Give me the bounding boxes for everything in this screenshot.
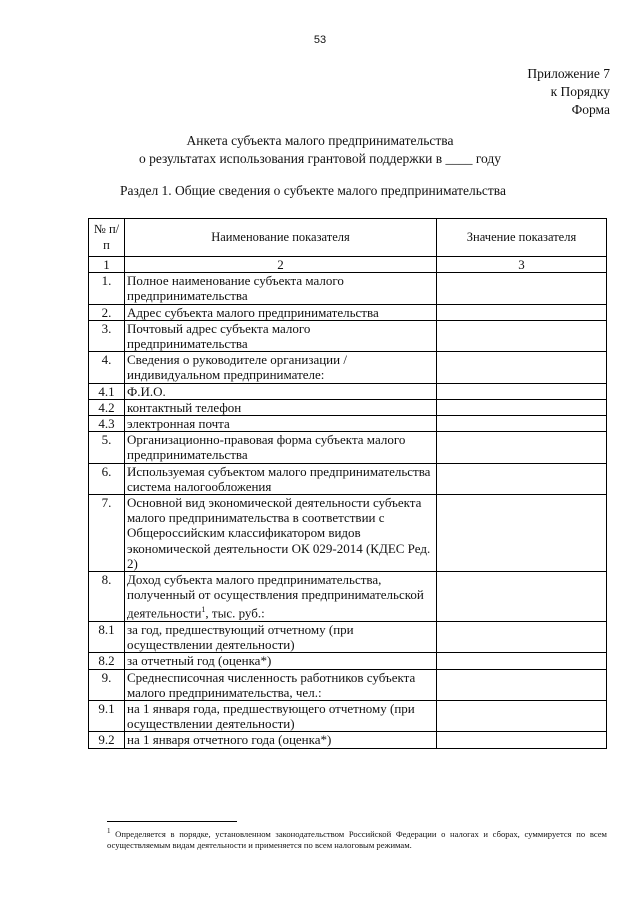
row-indicator-name: на 1 января отчетного года (оценка*) (125, 732, 437, 748)
row-number: 2. (89, 304, 125, 320)
row-indicator-name: Среднесписочная численность работников субъекта малого предпринимательства, чел.: (125, 669, 437, 700)
table-row (89, 653, 607, 669)
table-row (89, 701, 607, 732)
row-indicator-value (437, 495, 607, 572)
header-indicator-name: Наименование показателя (125, 219, 437, 257)
table-header-row (89, 219, 607, 257)
table-row (89, 572, 607, 622)
row-indicator-name: Полное наименование субъекта малого предпринимательства (125, 273, 437, 304)
document-title: Анкета субъекта малого предпринимательства (186, 133, 454, 148)
table-row (89, 416, 607, 432)
row-indicator-name: Адрес субъекта малого предпринимательства (125, 304, 437, 320)
row-indicator-name: контактный телефон (125, 399, 437, 415)
row-indicator-name (125, 572, 437, 622)
row-indicator-name: на 1 января года, предшествующего отчетному (при осуществлении деятельности) (125, 701, 437, 732)
table-row (89, 304, 607, 320)
table-row (89, 352, 607, 383)
table-row (89, 432, 607, 463)
footnote-reference: 1 (201, 605, 206, 615)
header-number: № п/п (89, 219, 125, 257)
row-indicator-name: электронная почта (125, 416, 437, 432)
table-row (89, 732, 607, 748)
row-indicator-name: Основной вид экономической деятельности субъекта малого предпринимательства в соответствии с Общероссийским классификатором видов экономической деятельности ОК 029-2014 (КДЕС Ред. 2) (125, 495, 437, 572)
section-heading: Раздел 1. Общие сведения о субъекте малого предпринимательства (120, 183, 506, 198)
row-number: 3. (89, 320, 125, 351)
row-number: 8.1 (89, 622, 125, 653)
row-indicator-value (437, 304, 607, 320)
row-indicator-value (437, 622, 607, 653)
row-indicator-value (437, 572, 607, 622)
appendix-order-ref: к Порядку (550, 84, 610, 99)
row-number: 9.2 (89, 732, 125, 748)
row-number: 4.3 (89, 416, 125, 432)
footnote-text: Определяется в порядке, установленном законодательством Российской Федерации о налогах и сборах, суммируется по всем осуществляемым видам деятельности и применяется по всем налоговым режимам. (107, 828, 607, 851)
page-number: 53 (313, 34, 327, 46)
row-indicator-value (437, 669, 607, 700)
row-indicator-value (437, 399, 607, 415)
row-indicator-name: Организационно-правовая форма субъекта малого предпринимательства (125, 432, 437, 463)
column-number-1: 1 (89, 257, 125, 273)
column-number-2: 2 (125, 257, 437, 273)
row-indicator-value (437, 273, 607, 304)
row-number: 4.1 (89, 383, 125, 399)
row-indicator-value (437, 432, 607, 463)
row-indicator-suffix: , тыс. руб.: (205, 605, 265, 621)
table-row (89, 622, 607, 653)
row-indicator-name: за отчетный год (оценка*) (125, 653, 437, 669)
appendix-form-label: Форма (571, 102, 610, 117)
row-number: 8.2 (89, 653, 125, 669)
row-indicator-value (437, 701, 607, 732)
row-indicator-value (437, 352, 607, 383)
footnote-mark: 1 (107, 827, 111, 835)
document-subtitle: о результатах использования грантовой поддержки в ____ году (138, 151, 502, 166)
row-indicator-name: Сведения о руководителе организации / индивидуальном предпринимателе: (125, 352, 437, 383)
row-indicator-value (437, 383, 607, 399)
row-indicator-name: за год, предшествующий отчетному (при осуществлении деятельности) (125, 622, 437, 653)
table-row (89, 669, 607, 700)
row-number: 7. (89, 495, 125, 572)
row-number: 9.1 (89, 701, 125, 732)
row-indicator-text: Доход субъекта малого предпринимательства, полученный от осуществления предпринимательской деятельности (127, 572, 424, 621)
row-indicator-value (437, 320, 607, 351)
row-number: 1. (89, 273, 125, 304)
row-number: 4.2 (89, 399, 125, 415)
footnote-divider (107, 821, 237, 822)
table-row (89, 383, 607, 399)
row-indicator-value (437, 732, 607, 748)
row-number: 8. (89, 572, 125, 622)
column-numbering-row (89, 257, 607, 273)
table-row (89, 399, 607, 415)
row-indicator-value (437, 416, 607, 432)
header-indicator-value: Значение показателя (437, 219, 607, 257)
indicators-table (88, 218, 607, 749)
row-number: 5. (89, 432, 125, 463)
row-indicator-name: Используемая субъектом малого предпринимательства система налогообложения (125, 463, 437, 494)
column-number-3: 3 (437, 257, 607, 273)
table-row (89, 320, 607, 351)
row-number: 6. (89, 463, 125, 494)
table-body (89, 273, 607, 748)
appendix-label: Приложение 7 (527, 66, 610, 81)
row-indicator-name: Почтовый адрес субъекта малого предпринимательства (125, 320, 437, 351)
row-indicator-name: Ф.И.О. (125, 383, 437, 399)
row-indicator-value (437, 653, 607, 669)
footnote (107, 826, 607, 852)
table-row (89, 463, 607, 494)
table-row (89, 495, 607, 572)
row-number: 9. (89, 669, 125, 700)
row-indicator-value (437, 463, 607, 494)
table-row (89, 273, 607, 304)
row-number: 4. (89, 352, 125, 383)
